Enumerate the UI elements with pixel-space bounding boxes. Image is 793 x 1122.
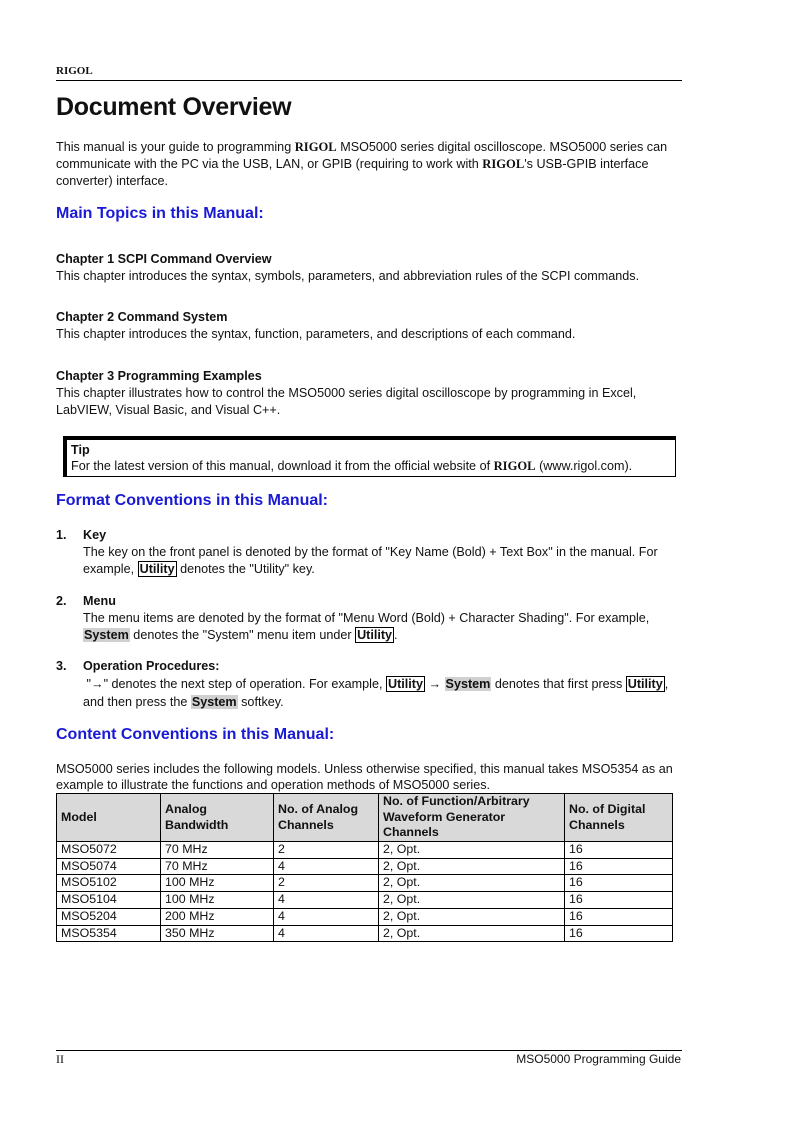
table-cell: 4 [274, 858, 379, 875]
brand-name: RIGOL [482, 157, 525, 171]
table-cell: 2, Opt. [379, 892, 565, 909]
format-heading: Format Conventions in this Manual: [56, 492, 329, 509]
chapter-3 [56, 368, 682, 419]
item-text: The key on the front panel is denoted by the format of "Key Name (Bold) + Text Box" in the manual. For example, [83, 545, 658, 576]
table-cell: 16 [565, 858, 673, 875]
table-row [57, 842, 673, 859]
footer-doc-title: MSO5000 Programming Guide [516, 1052, 681, 1066]
table-cell: 16 [565, 892, 673, 909]
page-number: II [56, 1052, 64, 1066]
chapter-title: Chapter 3 Programming Examples [56, 369, 262, 383]
brand-name: RIGOL [294, 140, 337, 154]
chapter-1 [56, 251, 682, 285]
table-cell: 4 [274, 925, 379, 942]
table-cell: 2, Opt. [379, 875, 565, 892]
table-header-row [57, 794, 673, 842]
table-cell: 2, Opt. [379, 842, 565, 859]
intro-paragraph [56, 139, 682, 190]
table-cell: 2, Opt. [379, 908, 565, 925]
footer-rule [56, 1050, 682, 1051]
table-cell: 2, Opt. [379, 925, 565, 942]
item-text: denotes the "System" menu item under [129, 628, 356, 642]
table-cell: 100 MHz [161, 875, 274, 892]
item-text: denotes the "Utility" key. [176, 562, 315, 576]
content-heading: Content Conventions in this Manual: [56, 726, 335, 743]
table-cell: MSO5354 [57, 925, 161, 942]
header-brand: RIGOL [56, 65, 93, 77]
table-cell: 2 [274, 875, 379, 892]
chapter-desc: This chapter illustrates how to control the MSO5000 series digital oscilloscope by programming in Excel, LabVIEW, Visual Basic, and Visual C++. [56, 386, 637, 417]
item-number: 2. [56, 594, 67, 608]
main-topics-heading: Main Topics in this Manual: [56, 205, 264, 222]
table-cell: 2 [274, 842, 379, 859]
key-example: Utility [357, 628, 393, 642]
table-cell: 4 [274, 892, 379, 909]
item-number: 1. [56, 528, 67, 542]
intro-text: 's USB-GPIB interface converter) interface. [56, 157, 649, 188]
item-text: denotes that first press [491, 677, 626, 691]
item-text: . [394, 628, 398, 642]
tip-label: Tip [71, 443, 90, 457]
table-cell: MSO5104 [57, 892, 161, 909]
table-cell: 200 MHz [161, 908, 274, 925]
item-title: Operation Procedures: [83, 659, 220, 673]
item-title: Menu [83, 594, 116, 608]
table-cell: 70 MHz [161, 842, 274, 859]
key-example: Utility [139, 562, 175, 576]
col-header: No. of Digital Channels [565, 794, 673, 842]
item-text: "→" denotes the next step of operation. For example, [86, 677, 386, 691]
menu-example: System [445, 677, 491, 691]
chapter-title: Chapter 1 SCPI Command Overview [56, 252, 272, 266]
col-header: No. of Analog Channels [274, 794, 379, 842]
table-cell: MSO5074 [57, 858, 161, 875]
chapter-title: Chapter 2 Command System [56, 310, 228, 324]
table-cell: 2, Opt. [379, 858, 565, 875]
item-number: 3. [56, 659, 67, 673]
item-text: The menu items are denoted by the format of "Menu Word (Bold) + Character Shading". For example, [83, 611, 650, 625]
arrow-icon: → [424, 677, 445, 691]
brand-name: RIGOL [493, 459, 536, 473]
item-title: Key [83, 528, 107, 542]
key-example: Utility [387, 677, 423, 691]
table-cell: MSO5204 [57, 908, 161, 925]
format-item-procedures [56, 658, 682, 711]
table-cell: MSO5102 [57, 875, 161, 892]
item-text: softkey. [237, 695, 284, 709]
chapter-desc: This chapter introduces the syntax, function, parameters, and descriptions of each command. [56, 327, 576, 341]
tip-box [63, 436, 676, 477]
table-cell: 70 MHz [161, 858, 274, 875]
table-row [57, 925, 673, 942]
key-example: Utility [627, 677, 663, 691]
table-row [57, 892, 673, 909]
table-cell: 4 [274, 908, 379, 925]
intro-text: This manual is your guide to programming [56, 140, 295, 154]
table-cell: 16 [565, 875, 673, 892]
tip-text: (www.rigol.com). [535, 459, 633, 473]
table-row [57, 858, 673, 875]
chapter-desc: This chapter introduces the syntax, symbols, parameters, and abbreviation rules of the SCPI commands. [56, 269, 640, 283]
col-header: No. of Function/Arbitrary Waveform Generator Channels [379, 794, 565, 842]
format-item-key [56, 527, 682, 578]
item-text: , and then press the [83, 677, 669, 709]
col-header: Analog Bandwidth [161, 794, 274, 842]
page-title: Document Overview [56, 93, 292, 121]
table-row [57, 875, 673, 892]
content-paragraph: MSO5000 series includes the following models. Unless otherwise specified, this manual takes MSO5354 as an example to illustrate the functions and operation methods of MSO5000 series. [56, 762, 673, 792]
chapter-2 [56, 309, 682, 343]
table-cell: 350 MHz [161, 925, 274, 942]
table-cell: MSO5072 [57, 842, 161, 859]
header-rule [56, 80, 682, 81]
table-cell: 100 MHz [161, 892, 274, 909]
col-header: Model [57, 794, 161, 842]
table-row [57, 908, 673, 925]
format-item-menu [56, 593, 682, 644]
models-table [56, 793, 673, 942]
table-cell: 16 [565, 925, 673, 942]
intro-text: MSO5000 series digital oscilloscope. MSO5000 series can communicate with the PC via the USB, LAN, or GPIB (requiring to work with [56, 140, 668, 171]
table-cell: 16 [565, 842, 673, 859]
table-cell: 16 [565, 908, 673, 925]
tip-text: For the latest version of this manual, download it from the official website of [71, 459, 494, 473]
menu-example: System [191, 695, 237, 709]
menu-example: System [84, 628, 129, 642]
